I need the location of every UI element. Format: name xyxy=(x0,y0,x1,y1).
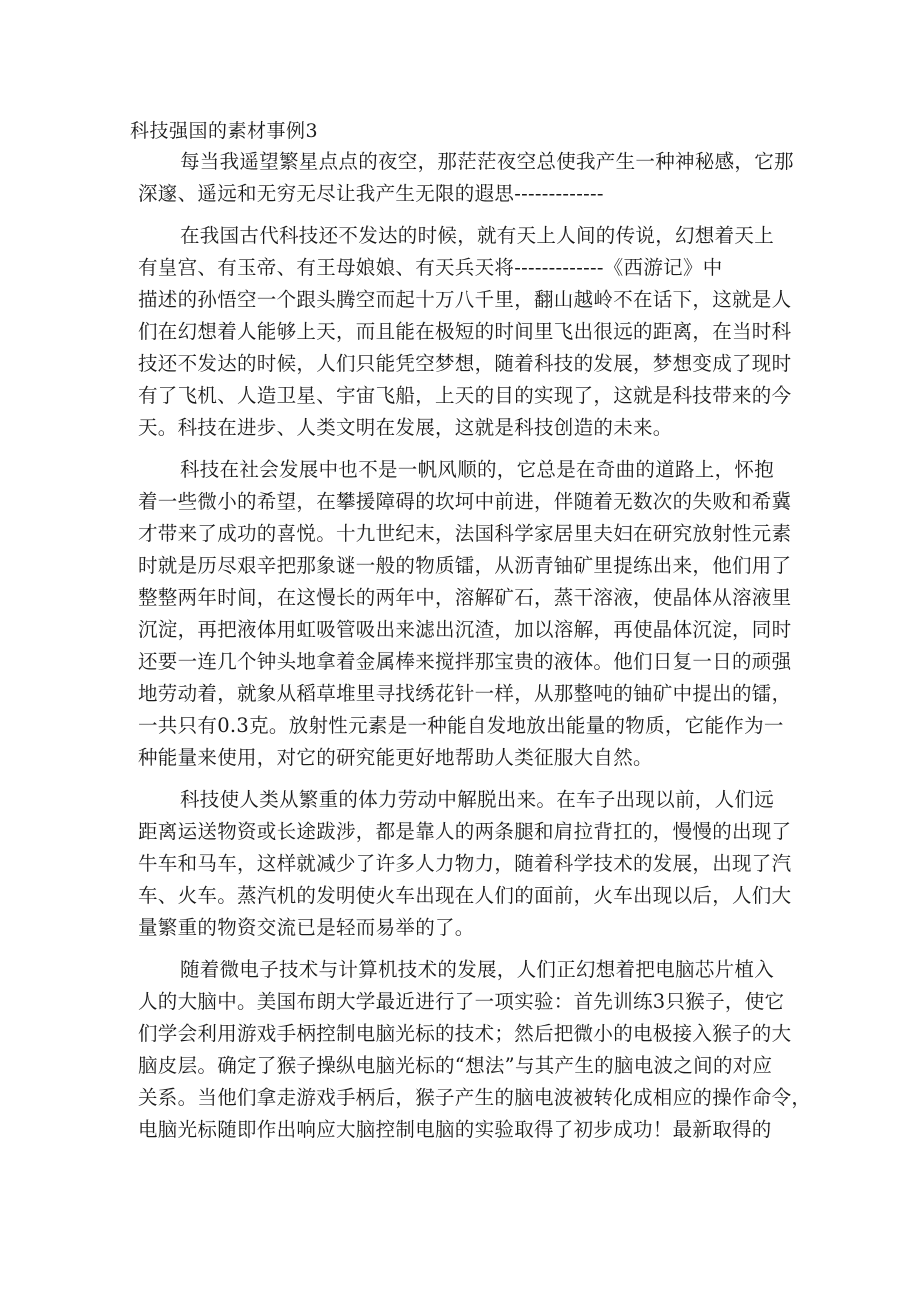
text-line: 科技使人类从繁重的体力劳动中解脱出来。在车子出现以前，人们远 xyxy=(180,788,775,811)
paragraph xyxy=(138,784,798,944)
text-line: 还要一连几个钟头地拿着金属棒来搅拌那宝贵的液体。他们日复一日的顽强 xyxy=(138,650,792,673)
text-line: 脑皮层。确定了猴子操纵电脑光标的“想法”与其产生的脑电波之间的对应 xyxy=(138,1054,773,1077)
text-line: 们在幻想着人能够上天，而且能在极短的时间里飞出很远的距离，在当时科 xyxy=(138,320,792,343)
text-line: 们学会利用游戏手柄控制电脑光标的技术；然后把微小的电极接入猴子的大 xyxy=(138,1022,792,1045)
text-line: 地劳动着，就象从稻草堆里寻找绣花针一样，从那整吨的铀矿中提出的镭， xyxy=(138,682,792,705)
text-line: 一共只有0.3克。放射性元素是一种能自发地放出能量的物质，它能作为一 xyxy=(138,714,784,737)
text-line: 有皇宫、有玉帝、有王母娘娘、有天兵天将-------------《西游记》中 xyxy=(138,256,723,279)
text-line: 才带来了成功的喜悦。十九世纪末，法国科学家居里夫妇在研究放射性元素 xyxy=(138,522,792,545)
paragraph xyxy=(138,146,798,210)
text-line: 有了飞机、人造卫星、宇宙飞船，上天的目的实现了，这就是科技带来的今 xyxy=(138,384,792,407)
text-line: 随着微电子技术与计算机技术的发展，人们正幻想着把电脑芯片植入 xyxy=(180,958,775,981)
text-line: 车、火车。蒸汽机的发明使火车出现在人们的面前，火车出现以后，人们大 xyxy=(138,884,792,907)
text-line: 量繁重的物资交流已是轻而易举的了。 xyxy=(138,916,475,939)
text-line: 深邃、遥远和无穷无尽让我产生无限的遐思------------- xyxy=(138,182,604,205)
document-body xyxy=(130,117,812,1156)
text-line: 沉淀，再把液体用虹吸管吸出来滤出沉渣，加以溶解，再使晶体沉淀，同时 xyxy=(138,618,792,641)
text-line: 距离运送物资或长途跋涉，都是靠人的两条腿和肩拉背扛的，慢慢的出现了 xyxy=(138,820,792,843)
text-line: 关系。当他们拿走游戏手柄后，猴子产生的脑电波被转化成相应的操作命令， xyxy=(138,1086,812,1109)
text-line: 描述的孙悟空一个跟头腾空而起十万八千里，翻山越岭不在话下，这就是人 xyxy=(138,288,792,311)
paragraph-list xyxy=(138,146,812,1146)
paragraph xyxy=(138,954,812,1146)
text-line: 在我国古代科技还不发达的时候，就有天上人间的传说，幻想着天上 xyxy=(180,224,775,247)
text-line: 整整两年时间，在这慢长的两年中，溶解矿石，蒸干溶液，使晶体从溶液里 xyxy=(138,586,792,609)
paragraph xyxy=(138,454,798,774)
text-line: 种能量来使用，对它的研究能更好地帮助人类征服大自然。 xyxy=(138,746,653,769)
text-line: 时就是历尽艰辛把那象谜一般的物质镭，从沥青铀矿里提练出来，他们用了 xyxy=(138,554,792,577)
text-line: 技还不发达的时候，人们只能凭空梦想，随着科技的发展，梦想变成了现时 xyxy=(138,352,792,375)
text-line: 每当我遥望繁星点点的夜空，那茫茫夜空总使我产生一种神秘感，它那 xyxy=(180,150,794,173)
text-line: 人的大脑中。美国布朗大学最近进行了一项实验：首先训练3只猴子，使它 xyxy=(138,990,785,1013)
text-line: 着一些微小的希望，在攀援障碍的坎坷中前进，伴随着无数次的失败和希冀 xyxy=(138,490,792,513)
text-line: 牛车和马车，这样就减少了许多人力物力，随着科学技术的发展，出现了汽 xyxy=(138,852,792,875)
document-title: 科技强国的素材事例3 xyxy=(130,120,319,142)
paragraph xyxy=(138,220,798,444)
text-line: 天。科技在进步、人类文明在发展，这就是科技创造的未来。 xyxy=(138,416,673,439)
text-line: 电脑光标随即作出响应大脑控制电脑的实验取得了初步成功！最新取得的 xyxy=(138,1118,772,1141)
text-line: 科技在社会发展中也不是一帆风顺的，它总是在奇曲的道路上，怀抱 xyxy=(180,458,775,481)
